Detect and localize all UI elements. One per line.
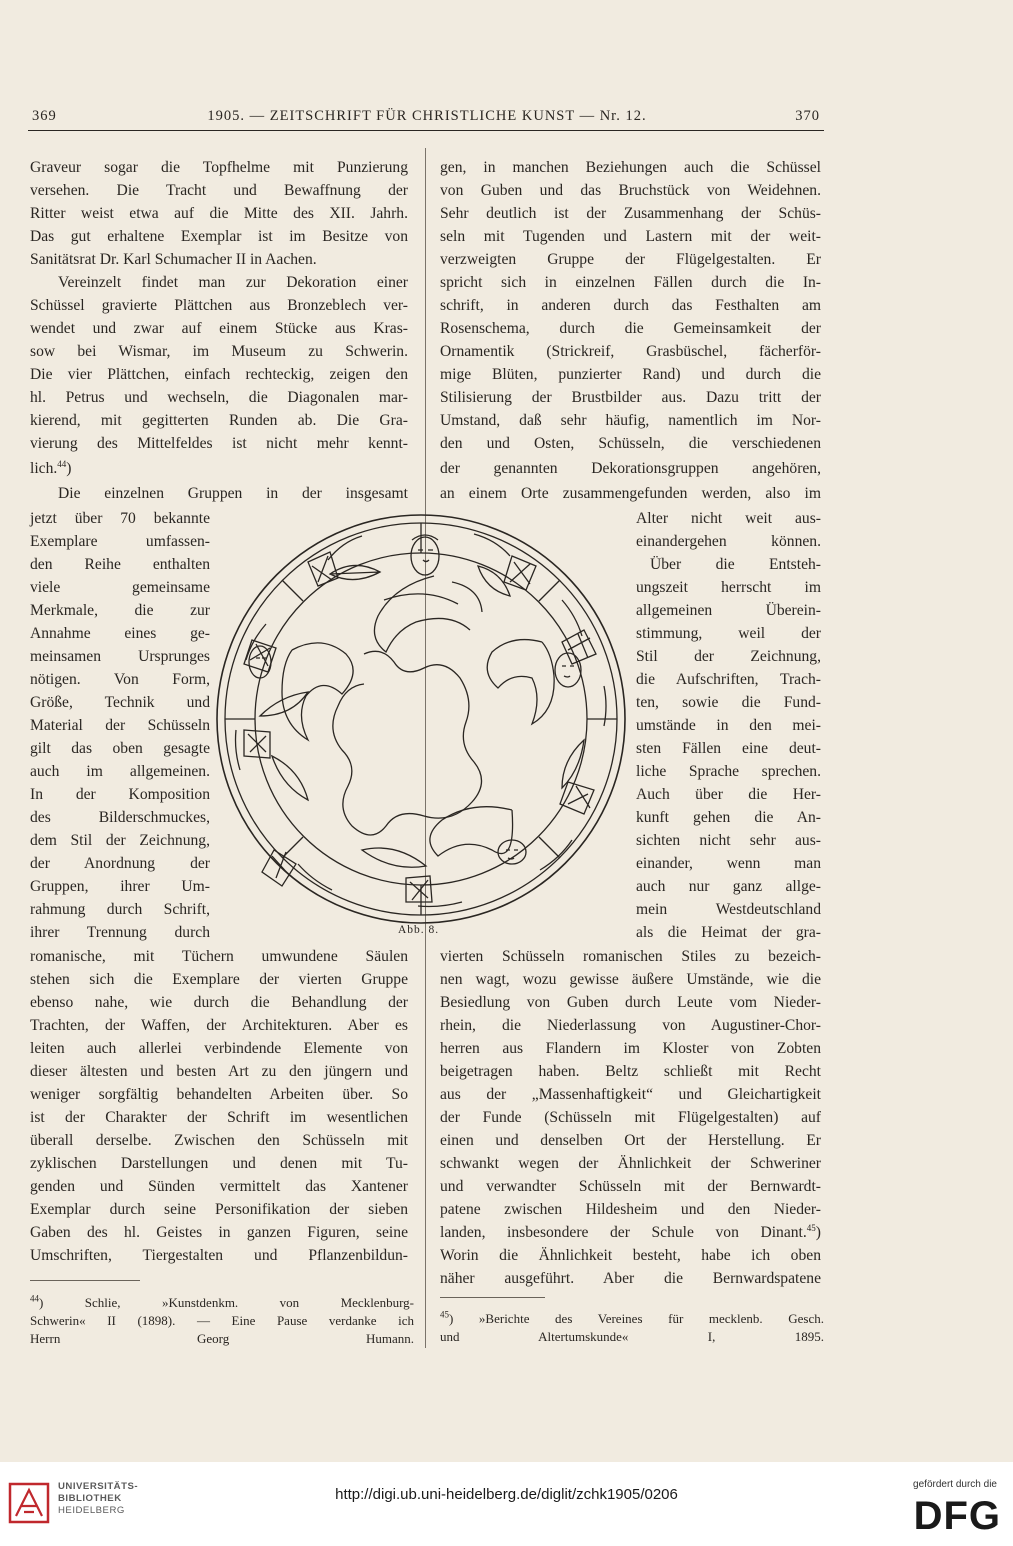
- funded-by-label: gefördert durch die: [913, 1479, 997, 1490]
- text-line: rahmung durch Schrift,: [30, 901, 210, 918]
- text-line: der genannten Dekorationsgruppen angehören,: [440, 460, 821, 477]
- text-line: Die einzelnen Gruppen in der insgesamt: [58, 485, 408, 502]
- figure-caption: Abb. 8.: [398, 924, 440, 936]
- text-line: wendet und zwar auf einem Stücke aus Kras-: [30, 320, 408, 337]
- library-name-line3: HEIDELBERG: [58, 1505, 125, 1516]
- library-name-line2: BIBLIOTHEK: [58, 1493, 122, 1504]
- text-line: ebenso nahe, wie durch die Behandlung der: [30, 994, 408, 1011]
- text-line: Ornamentik (Strickreif, Grasbüschel, fächerför-: [440, 343, 821, 360]
- text-line: sow bei Wismar, im Museum zu Schwerin.: [30, 343, 408, 360]
- text-line: schrift, in anderen durch das Festhalten am: [440, 297, 821, 314]
- text-line: Die vier Plättchen, einfach rechteckig, zeigen den: [30, 366, 408, 383]
- text-line: Gruppen, ihrer Um-: [30, 878, 210, 895]
- text-line: Sehr deutlich ist der Zusammenhang der Schüs-: [440, 205, 821, 222]
- text-line: Stilisierung der Brustbilder aus. Dazu tritt der: [440, 389, 821, 406]
- text-line: Das gut erhaltene Exemplar ist im Besitze von: [30, 228, 408, 245]
- text-line: und verwandter Schüsseln mit der Bernwardt-: [440, 1178, 821, 1195]
- text-line: auch im allgemeinen.: [30, 763, 210, 780]
- footnote-line: und Altertumskunde« I, 1895.: [440, 1329, 824, 1344]
- footnote-mark-44: 44: [30, 1293, 39, 1304]
- dfg-logo: DFG: [913, 1494, 1001, 1538]
- text-line: den und Osten, Schüsseln, die verschiedenen: [440, 435, 821, 452]
- text-line: Merkmale, die zur: [30, 602, 210, 619]
- text-line: Worin die Ähnlichkeit besteht, habe ich oben: [440, 1247, 821, 1264]
- text-line: Umstand, daß sehr häufig, namentlich im Nor-: [440, 412, 821, 429]
- text-line: mein Westdeutschland: [636, 901, 821, 918]
- page-number-right: 370: [795, 108, 820, 124]
- text-line-with-footnote: lich.$^{44}$): [30, 458, 72, 477]
- text-fragment: ) »Berichte des Vereines für mecklenb. Gesch.: [449, 1311, 824, 1326]
- text-line: dem Stil der Zeichnung,: [30, 832, 210, 849]
- text-line: liche Sprache sprechen.: [636, 763, 821, 780]
- engraved-bowl-figure: [212, 510, 630, 928]
- text-line: allgemeinen Überein-: [636, 602, 821, 619]
- footnote-line: [30, 1294, 414, 1312]
- library-name-line1: UNIVERSITÄTS-: [58, 1481, 139, 1492]
- text-line: ist der Charakter der Schrift im wesentlichen: [30, 1109, 408, 1126]
- text-line: Ritter weist etwa auf die Mitte des XII. Jahrh.: [30, 205, 408, 222]
- text-line: sten Fällen eine deut-: [636, 740, 821, 757]
- text-line: nötigen. Von Form,: [30, 671, 210, 688]
- footnote-ref-44: 44: [57, 458, 67, 469]
- text-line: Auch über die Her-: [636, 786, 821, 803]
- text-line: stehen sich die Exemplare der vierten Gruppe: [30, 971, 408, 988]
- text-line: an einem Orte zusammengefunden werden, also im: [440, 485, 821, 502]
- text-line: romanische, mit Tüchern umwundene Säulen: [30, 948, 408, 965]
- text-line: näher ausgeführt. Aber die Bernwardspatene: [440, 1270, 821, 1287]
- text-line: ungszeit herrscht im: [636, 579, 821, 596]
- text-line-with-footnote: landen, insbesondere der Schule von Dinant.$^{45}$): [440, 1222, 821, 1241]
- text-line: kierend, mit gegitterten Runden ab. Die Gra-: [30, 412, 408, 429]
- text-line: In der Komposition: [30, 786, 210, 803]
- text-line: Umschriften, Tiergestalten und Pflanzenbildun-: [30, 1247, 408, 1264]
- text-line: verzweigten Gruppe der Flügelgestalten. Er: [440, 251, 821, 268]
- permalink-url[interactable]: http://digi.ub.uni-heidelberg.de/diglit/zchk1905/0206: [335, 1486, 678, 1503]
- text-fragment: lich.: [30, 460, 58, 477]
- text-line: auch nur ganz allge-: [636, 878, 821, 895]
- journal-title: 1905. — ZEITSCHRIFT FÜR CHRISTLICHE KUNST — Nr. 12.: [207, 108, 647, 124]
- leaf-ornaments: [260, 565, 584, 867]
- text-line: vierung des Mittelfeldes ist nicht mehr kennt-: [30, 435, 408, 452]
- text-line: Schüssel gravierte Plättchen aus Bronzeblech ver-: [30, 297, 408, 314]
- text-line: zyklischen Darstellungen und denen mit Tu-: [30, 1155, 408, 1172]
- footnote-line: Herrn Georg Humann.: [30, 1331, 414, 1346]
- text-line: ten, sowie die Fund-: [636, 694, 821, 711]
- text-line: einander, wenn man: [636, 855, 821, 872]
- footnote-mark-45: 45: [440, 1309, 449, 1320]
- text-line: Sanitätsrat Dr. Karl Schumacher II in Aachen.: [30, 251, 317, 268]
- text-line: die Aufschriften, Trach-: [636, 671, 821, 688]
- text-line: hl. Petrus und wechseln, die Diagonalen mar-: [30, 389, 408, 406]
- text-line: nen wagt, wozu gewisse äußere Umstände, wie die: [440, 971, 821, 988]
- footnote-rule-right: [440, 1297, 545, 1298]
- text-line: einandergehen können.: [636, 533, 821, 550]
- text-line: gen, in manchen Beziehungen auch die Schüssel: [440, 159, 821, 176]
- bust-figures: [249, 535, 581, 864]
- text-line: sichten nicht sehr aus-: [636, 832, 821, 849]
- footnote-rule-left: [30, 1280, 140, 1281]
- rim-band-ornament: [225, 523, 617, 915]
- text-line: ihrer Trennung durch: [30, 924, 210, 941]
- text-line: Größe, Technik und: [30, 694, 210, 711]
- running-header: [32, 108, 822, 130]
- page-number-left: 369: [32, 108, 57, 124]
- text-line: der Funde (Schüsseln mit Flügelgestalten) auf: [440, 1109, 821, 1126]
- text-line: als die Heimat der gra-: [636, 924, 821, 941]
- digitization-footer: [0, 1462, 1013, 1546]
- text-line: Material der Schüsseln: [30, 717, 210, 734]
- text-line: gilt das oben gesagte: [30, 740, 210, 757]
- text-line: Gaben des hl. Geistes in ganzen Figuren, seine: [30, 1224, 408, 1241]
- text-line: Rosenschema, durch die Gemeinsamkeit der: [440, 320, 821, 337]
- text-line: stimmung, weil der: [636, 625, 821, 642]
- text-line: weniger sorgfältig behandelten Arbeiten über. So: [30, 1086, 408, 1103]
- text-line: überall derselbe. Zwischen den Schüsseln mit: [30, 1132, 408, 1149]
- central-field-outline: [333, 651, 482, 835]
- text-line: rhein, die Niederlassung von Augustiner-Chor-: [440, 1017, 821, 1034]
- text-line: des Bilderschmuckes,: [30, 809, 210, 826]
- text-line: Exemplare umfassen-: [30, 533, 210, 550]
- footnote-line: Schwerin« II (1898). — Eine Pause verdanke ich: [30, 1313, 414, 1328]
- text-line: aus der „Massenhaftigkeit“ und Gleichartigkeit: [440, 1086, 821, 1103]
- text-line: Alter nicht weit aus-: [636, 510, 821, 527]
- text-line: kunft gehen die An-: [636, 809, 821, 826]
- header-rule: [28, 130, 824, 131]
- footnote-ref-45: 45: [806, 1222, 816, 1233]
- text-line: von Guben und das Bruchstück von Weidehnen.: [440, 182, 821, 199]
- text-line: Stil der Zeichnung,: [636, 648, 821, 665]
- text-line: Graveur sogar die Topfhelme mit Punzierung: [30, 159, 408, 176]
- text-fragment: landen, insbesondere der Schule von Dinant.: [440, 1224, 807, 1241]
- text-line: mige Blüten, punzierter Rand) und durch die: [440, 366, 821, 383]
- footnote-line: [440, 1310, 824, 1328]
- text-line: beigetragen haben. Beltz schließt mit Recht: [440, 1063, 821, 1080]
- text-line: Besiedlung von Guben durch Leute vom Nieder-: [440, 994, 821, 1011]
- text-line: herren aus Flandern im Kloster von Zobten: [440, 1040, 821, 1057]
- text-line: Über die Entsteh-: [650, 556, 821, 573]
- text-line: der Anordnung der: [30, 855, 210, 872]
- text-line: Vereinzelt findet man zur Dekoration einer: [58, 274, 408, 291]
- text-line: viele gemeinsame: [30, 579, 210, 596]
- text-line: spricht sich in einzelnen Fällen durch die In-: [440, 274, 821, 291]
- text-line: schwankt wegen der Ähnlichkeit der Schweriner: [440, 1155, 821, 1172]
- text-line: Trachten, der Waffen, der Architekturen. Aber es: [30, 1017, 408, 1034]
- text-line: genden und Sünden vermittelt das Xantener: [30, 1178, 408, 1195]
- text-line: jetzt über 70 bekannte: [30, 510, 210, 527]
- text-line: leiten auch allerlei verbindende Elemente von: [30, 1040, 408, 1057]
- text-line: Annahme eines ge-: [30, 625, 210, 642]
- text-line: einen und denselben Ort der Herstellung. Er: [440, 1132, 821, 1149]
- text-line: patene zwischen Hildesheim und den Nieder-: [440, 1201, 821, 1218]
- text-line: versehen. Die Tracht und Bewaffnung der: [30, 182, 408, 199]
- text-line: den Reihe enthalten: [30, 556, 210, 573]
- text-line: seln mit Tugenden und Lastern mit der weit-: [440, 228, 821, 245]
- text-line: Exemplar durch seine Personifikation der sieben: [30, 1201, 408, 1218]
- text-fragment: ) Schlie, »Kunstdenkm. von Mecklenburg-: [39, 1295, 414, 1310]
- text-line: dieser ältesten und besten Art zu den jüngern und: [30, 1063, 408, 1080]
- text-line: meinsamen Ursprunges: [30, 648, 210, 665]
- text-line: umstände in den mei-: [636, 717, 821, 734]
- text-line: vierten Schüsseln romanischen Stiles zu bezeich-: [440, 948, 821, 965]
